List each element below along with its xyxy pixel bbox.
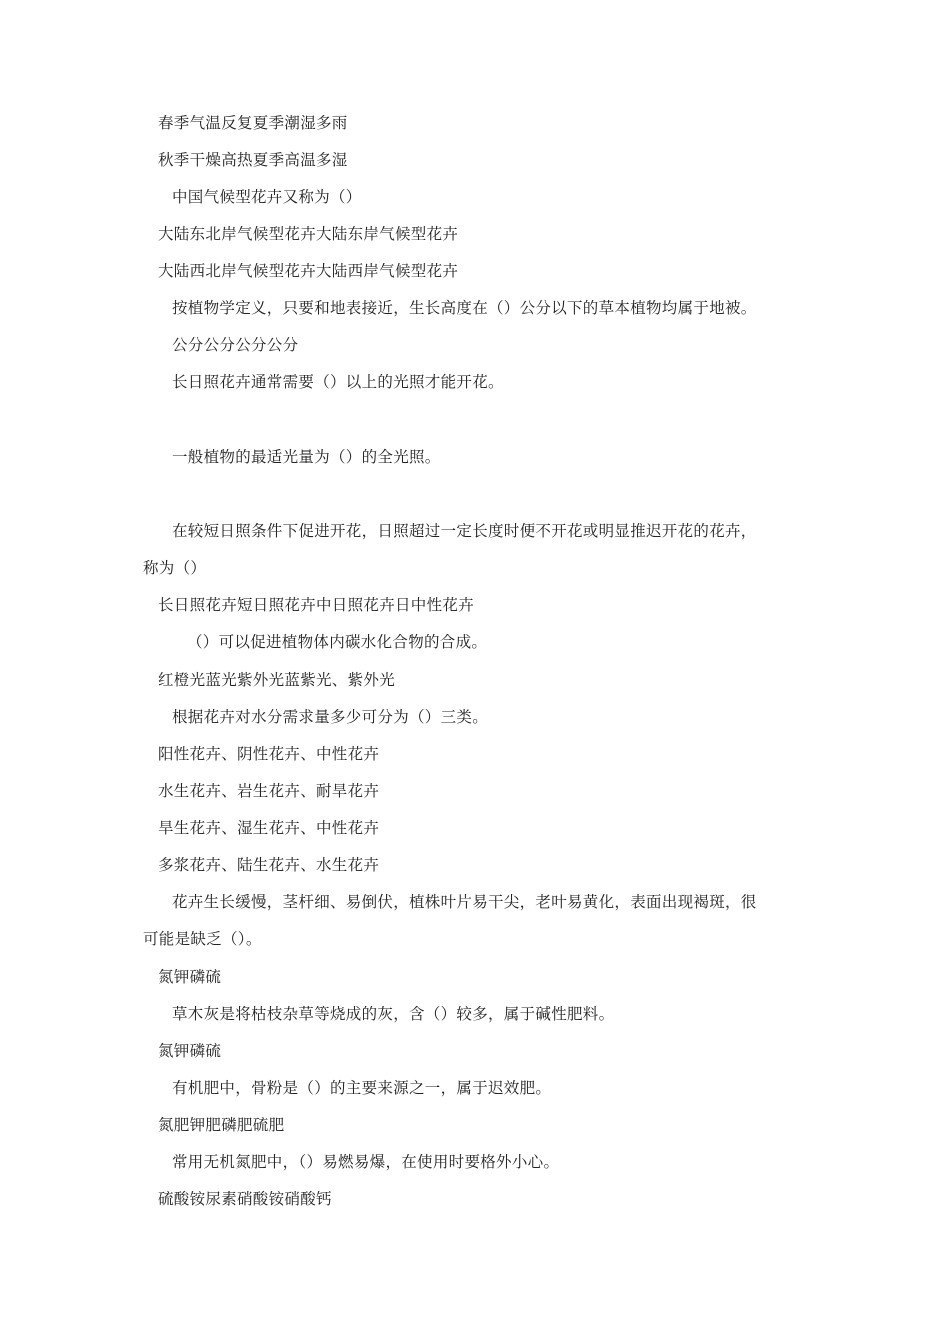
- text-line: 大陆西北岸气候型花卉大陆西岸气候型花卉: [158, 262, 459, 280]
- text-line: 大陆东北岸气候型花卉大陆东岸气候型花卉: [158, 225, 459, 243]
- text-line: 按植物学定义，只要和地表接近，生长高度在（）公分以下的草本植物均属于地被。: [172, 299, 757, 317]
- text-line: 氮肥钾肥磷肥硫肥: [158, 1116, 285, 1134]
- text-line: 长日照花卉短日照花卉中日照花卉日中性花卉: [158, 596, 475, 614]
- text-line: 在较短日照条件下促进开花，日照超过一定长度时便不开花或明显推迟开花的花卉，: [172, 522, 757, 540]
- text-line: 中国气候型花卉又称为（）: [172, 188, 362, 206]
- text-line: 常用无机氮肥中，（）易燃易爆，在使用时要格外小心。: [172, 1153, 560, 1171]
- text-line: 硫酸铵尿素硝酸铵硝酸钙: [158, 1190, 332, 1208]
- text-line: 根据花卉对水分需求量多少可分为（）三类。: [172, 708, 489, 726]
- text-line: 一般植物的最适光量为（）的全光照。: [172, 448, 441, 466]
- text-line: 称为（）: [143, 559, 207, 577]
- text-line: 氮钾磷硫: [158, 968, 222, 986]
- text-line: 花卉生长缓慢，茎杆细、易倒伏，植株叶片易干尖，老叶易黄化，表面出现褐斑，很: [172, 893, 757, 911]
- text-line: 阳性花卉、阴性花卉、中性花卉: [158, 745, 380, 763]
- text-line: 水生花卉、岩生花卉、耐旱花卉: [158, 782, 380, 800]
- text-line: 秋季干燥高热夏季高温多湿: [158, 151, 348, 169]
- text-line: 草木灰是将枯枝杂草等烧成的灰，含（）较多，属于碱性肥料。: [172, 1005, 615, 1023]
- text-line: （）可以促进植物体内碳水化合物的合成。: [187, 633, 488, 651]
- text-line: 多浆花卉、陆生花卉、水生花卉: [158, 856, 380, 874]
- text-line: 氮钾磷硫: [158, 1042, 222, 1060]
- text-line: 春季气温反复夏季潮湿多雨: [158, 114, 348, 132]
- text-line: 可能是缺乏（）。: [143, 930, 262, 948]
- text-line: 旱生花卉、湿生花卉、中性花卉: [158, 819, 380, 837]
- text-line: 长日照花卉通常需要（）以上的光照才能开花。: [172, 373, 504, 391]
- text-line: 公分公分公分公分: [172, 336, 299, 354]
- text-line: 红橙光蓝光紫外光蓝紫光、紫外光: [158, 671, 396, 689]
- text-line: 有机肥中，骨粉是（）的主要来源之一，属于迟效肥。: [172, 1079, 552, 1097]
